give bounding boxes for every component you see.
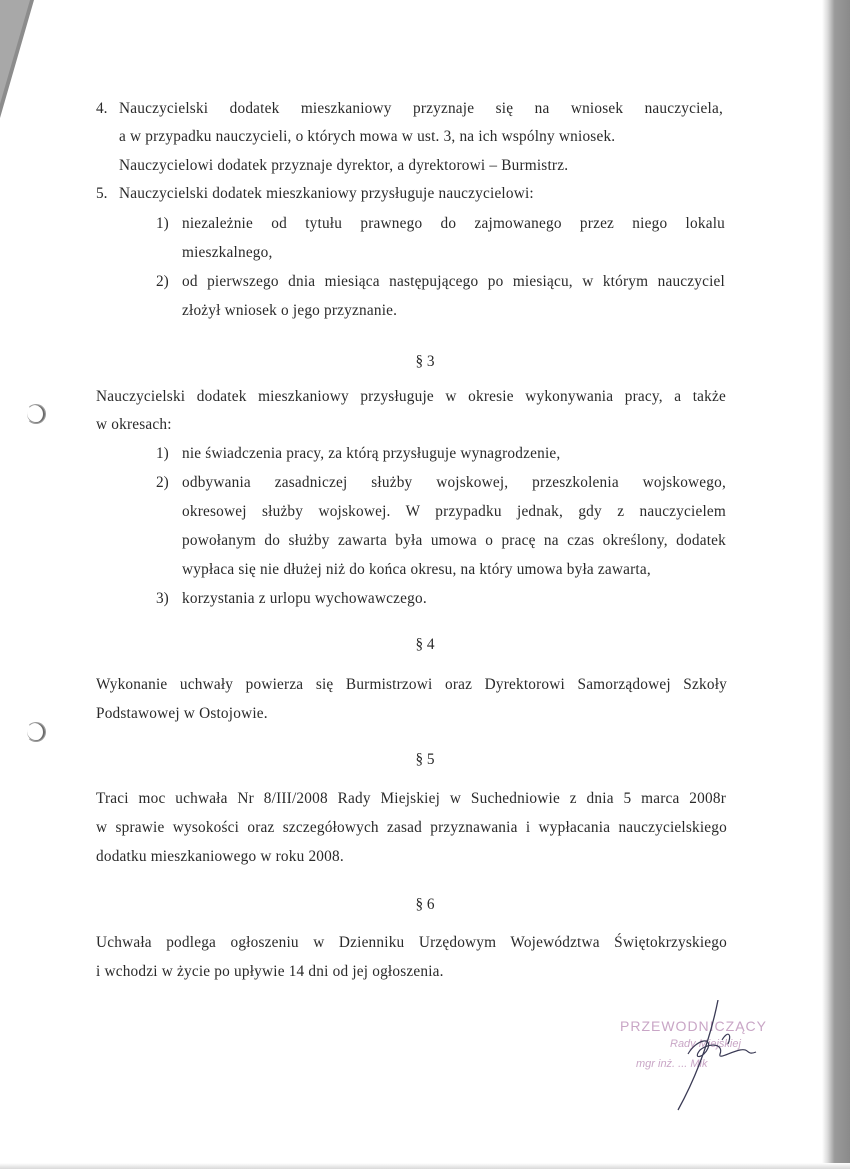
stamp-subtitle: Rady Miejskiej (670, 1038, 741, 1050)
item-number: 3) (156, 590, 169, 607)
text-line: dodatku mieszkaniowego w roku 2008. (96, 848, 344, 865)
text-line: Wykonanie uchwały powierza się Burmistrzowi oraz Dyrektorowi Samorządowej Szkoły (96, 676, 727, 693)
section-heading: § 4 (415, 636, 435, 653)
text-line: od pierwszego dnia miesiąca następującego po miesiącu, w którym nauczyciel (182, 273, 725, 290)
stamp-name: mgr inż. ... Mik (636, 1058, 708, 1070)
text-line: złożył wniosek o jego przyznanie. (182, 302, 398, 319)
item-number: 1) (156, 215, 169, 232)
text-line: Nauczycielowi dodatek przyznaje dyrektor, a dyrektorowi – Burmistrz. (119, 157, 569, 174)
text-line: a w przypadku nauczycieli, o których mowa w ust. 3, na ich wspólny wniosek. (119, 128, 616, 145)
text-line: odbywania zasadniczej służby wojskowej, przeszkolenia wojskowego, (182, 474, 726, 491)
text-line: Podstawowej w Ostojowie. (96, 705, 268, 722)
text-line: w sprawie wysokości oraz szczegółowych zasad przyznawania i wypłacania nauczycielskiego (96, 819, 727, 836)
section-heading: § 3 (415, 353, 435, 370)
text-line: w okresach: (96, 416, 172, 433)
text-line: wypłaca się nie dłużej niż do końca okresu, na który umowa była zawarta, (182, 561, 651, 578)
item-number: 2) (156, 474, 169, 491)
stamp-title: PRZEWODNICZĄCY (620, 1018, 767, 1034)
point-number: 5. (96, 185, 108, 202)
text-line: Nauczycielski dodatek mieszkaniowy przyznaje się na wniosek nauczyciela, (119, 100, 723, 117)
text-line: Uchwała podlega ogłoszeniu w Dzienniku Urzędowym Województwa Świętokrzyskiego (96, 934, 727, 951)
scan-bottom-edge (0, 1163, 850, 1169)
point-number: 4. (96, 100, 108, 117)
text-line: Nauczycielski dodatek mieszkaniowy przysługuje nauczycielowi: (119, 185, 534, 202)
item-number: 2) (156, 273, 169, 290)
punch-hole (26, 404, 46, 424)
text-line: mieszkalnego, (182, 244, 273, 261)
text-line: korzystania z urlopu wychowawczego. (182, 590, 427, 607)
official-stamp (600, 1000, 780, 1120)
section-heading: § 6 (415, 896, 435, 913)
scan-corner-fold (0, 0, 60, 120)
section-heading: § 5 (415, 751, 435, 768)
item-number: 1) (156, 445, 169, 462)
signature-icon (600, 1000, 780, 1120)
scan-right-edge (822, 0, 850, 1169)
text-line: powołanym do służby zawarta była umowa o pracę na czas określony, dodatek (182, 532, 726, 549)
text-line: Traci moc uchwała Nr 8/III/2008 Rady Miejskiej w Suchedniowie z dnia 5 marca 2008r (96, 790, 726, 807)
punch-hole (26, 722, 46, 742)
text-line: nie świadczenia pracy, za którą przysługuje wynagrodzenie, (182, 445, 561, 462)
text-line: Nauczycielski dodatek mieszkaniowy przysługuje w okresie wykonywania pracy, a także (96, 388, 726, 405)
text-line: niezależnie od tytułu prawnego do zajmowanego przez niego lokalu (182, 215, 725, 232)
text-line: okresowej służby wojskowej. W przypadku jednak, gdy z nauczycielem (182, 503, 726, 520)
text-line: i wchodzi w życie po upływie 14 dni od jej ogłoszenia. (96, 963, 444, 980)
